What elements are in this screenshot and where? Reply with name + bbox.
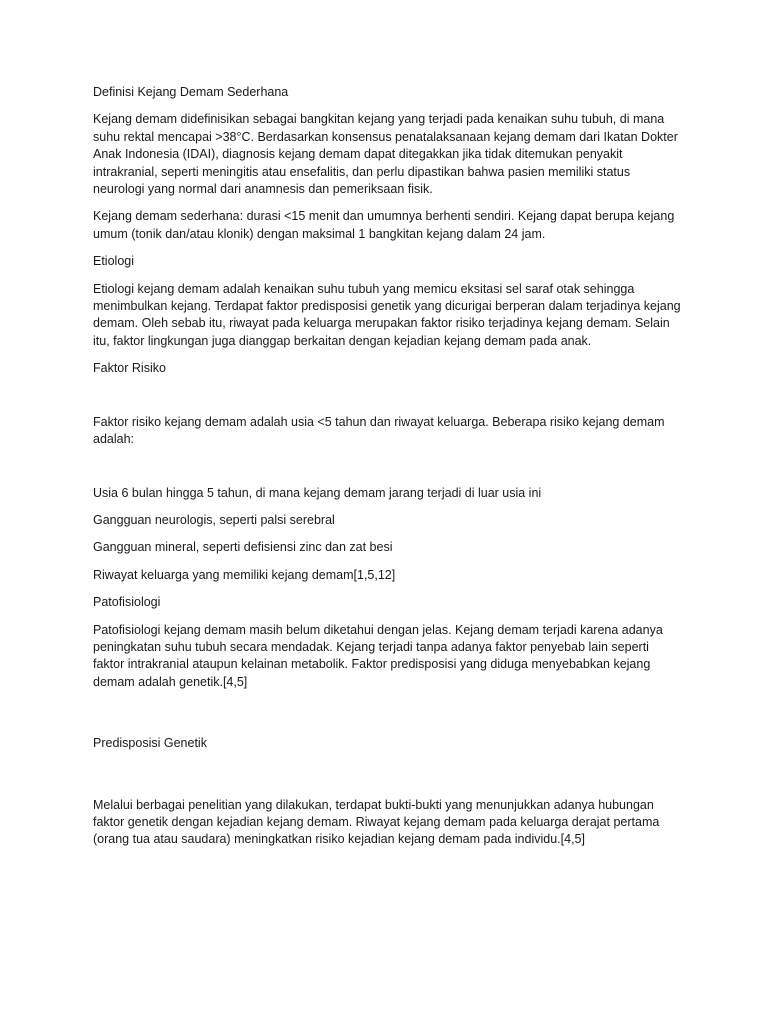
genetik-paragraph: Melalui berbagai penelitian yang dilakukan, terdapat bukti-bukti yang menunjukkan adanya hubungan faktor genetik dengan kejadian kejang demam. Riwayat kejang demam pada keluarga derajat pertama (orang tua atau saudara) meningkatkan risiko kejadian kejang demam pada individu.[4,5]	[93, 797, 660, 847]
patofisiologi-paragraph: Patofisiologi kejang demam masih belum diketahui dengan jelas. Kejang demam terjadi karena adanya peningkatan suhu tubuh secara mendadak. Kejang terjadi tanpa adanya faktor penyebab lain seperti faktor intrakranial ataupun kelainan metabolik. Faktor predisposisi yang diduga menyebabkan kejang demam adalah genetik.[4,5]	[93, 622, 663, 689]
risk-item: Gangguan mineral, seperti defisiensi zinc dan zat besi	[93, 540, 393, 555]
risk-item: Gangguan neurologis, seperti palsi serebral	[93, 512, 335, 527]
document-body	[93, 84, 683, 849]
definisi-paragraph: Kejang demam didefinisikan sebagai bangkitan kejang yang terjadi pada kenaikan suhu tubuh, di mana suhu rektal mencapai >38°C. Berdasarkan konsensus penatalaksanaan kejang demam dari Ikatan Dokter Anak Indonesia (IDAI), diagnosis kejang demam dapat ditegakkan jika tidak ditemukan penyakit intrakranial, seperti meningitis atau ensefalitis, dan perlu dipastikan bahwa pasien memiliki status neurologi yang normal dari anamnesis dan pemeriksaan fisik.	[93, 112, 678, 197]
etiologi-heading: Etiologi	[93, 254, 134, 269]
genetik-heading: Predisposisi Genetik	[93, 736, 207, 751]
document-title: Definisi Kejang Demam Sederhana	[93, 85, 289, 99]
faktor-risiko-paragraph: Faktor risiko kejang demam adalah usia <5 tahun dan riwayat keluarga. Beberapa risiko kejang demam adalah:	[93, 414, 665, 447]
faktor-risiko-heading: Faktor Risiko	[93, 361, 166, 376]
risk-item: Riwayat keluarga yang memiliki kejang demam[1,5,12]	[93, 567, 396, 582]
risk-item: Usia 6 bulan hingga 5 tahun, di mana kejang demam jarang terjadi di luar usia ini	[93, 485, 542, 500]
sederhana-paragraph: Kejang demam sederhana: durasi <15 menit dan umumnya berhenti sendiri. Kejang dapat berupa kejang umum (tonik dan/atau klonik) dengan maksimal 1 bangkitan kejang dalam 24 jam.	[93, 209, 675, 241]
etiologi-paragraph: Etiologi kejang demam adalah kenaikan suhu tubuh yang memicu eksitasi sel saraf otak sehingga menimbulkan kejang. Terdapat faktor predisposisi genetik yang dicurigai berperan dalam terjadinya kejang demam. Oleh sebab itu, riwayat pada keluarga merupakan faktor risiko terjadinya kejang demam. Selain itu, faktor lingkungan juga dianggap berkaitan dengan kejadian kejang demam pada anak.	[93, 281, 681, 348]
patofisiologi-heading: Patofisiologi	[93, 595, 161, 610]
